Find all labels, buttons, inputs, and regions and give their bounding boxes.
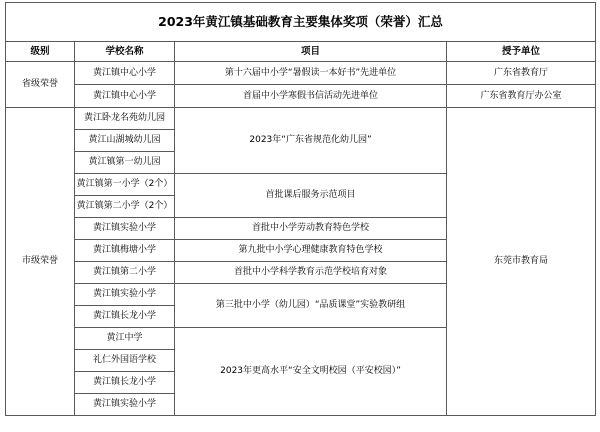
school-cell: 黄江镇实验小学 [75,284,175,306]
header-row [6,42,596,62]
level-cell-city: 市级荣誉 [6,108,75,416]
school-cell: 黄江镇梅塘小学 [75,240,175,262]
table-row [6,62,596,85]
school-cell: 黄江镇第二小学（2个） [75,196,175,218]
school-cell: 黄江镇第一幼儿园 [75,152,175,174]
table-title: 2023年黄江镇基础教育主要集体奖项（荣誉）汇总 [6,3,596,42]
awards-table [5,2,596,416]
project-cell: 2023年“广东省规范化幼儿园” [175,108,447,174]
project-cell: 首届中小学寒假书信活动先进单位 [175,85,447,108]
school-cell: 黄江镇第二小学 [75,262,175,284]
project-cell: 2023年更高水平“安全文明校园（平安校园）” [175,328,447,416]
school-cell: 黄江镇长龙小学 [75,372,175,394]
project-cell: 首批中小学劳动教育特色学校 [175,218,447,240]
table-row [6,85,596,108]
school-cell: 黄江中学 [75,328,175,350]
school-cell: 黄江镇长龙小学 [75,306,175,328]
header-school: 学校名称 [75,42,175,62]
school-cell: 黄江镇实验小学 [75,218,175,240]
issuer-cell-city: 东莞市教育局 [447,108,596,416]
header-level: 级别 [6,42,75,62]
school-cell: 黄江镇第一小学（2个） [75,174,175,196]
school-cell: 礼仁外国语学校 [75,350,175,372]
project-cell: 第九批中小学心理健康教育特色学校 [175,240,447,262]
school-cell: 黄江卧龙名苑幼儿园 [75,108,175,130]
issuer-cell: 广东省教育厅 [447,62,596,85]
project-cell: 首批课后服务示范项目 [175,174,447,218]
table-row [6,108,596,130]
project-cell: 首批中小学科学教育示范学校培育对象 [175,262,447,284]
issuer-cell: 广东省教育厅办公室 [447,85,596,108]
school-cell: 黄江镇中心小学 [75,62,175,85]
project-cell: 第三批中小学（幼儿园）“品质课堂”实验教研组 [175,284,447,328]
project-cell: 第十六届中小学“暑假读一本好书”先进单位 [175,62,447,85]
header-project: 项目 [175,42,447,62]
school-cell: 黄江山湖城幼儿园 [75,130,175,152]
header-issuer: 授予单位 [447,42,596,62]
level-cell-province: 省级荣誉 [6,62,75,108]
school-cell: 黄江镇实验小学 [75,394,175,416]
title-row [6,3,596,42]
school-cell: 黄江镇中心小学 [75,85,175,108]
